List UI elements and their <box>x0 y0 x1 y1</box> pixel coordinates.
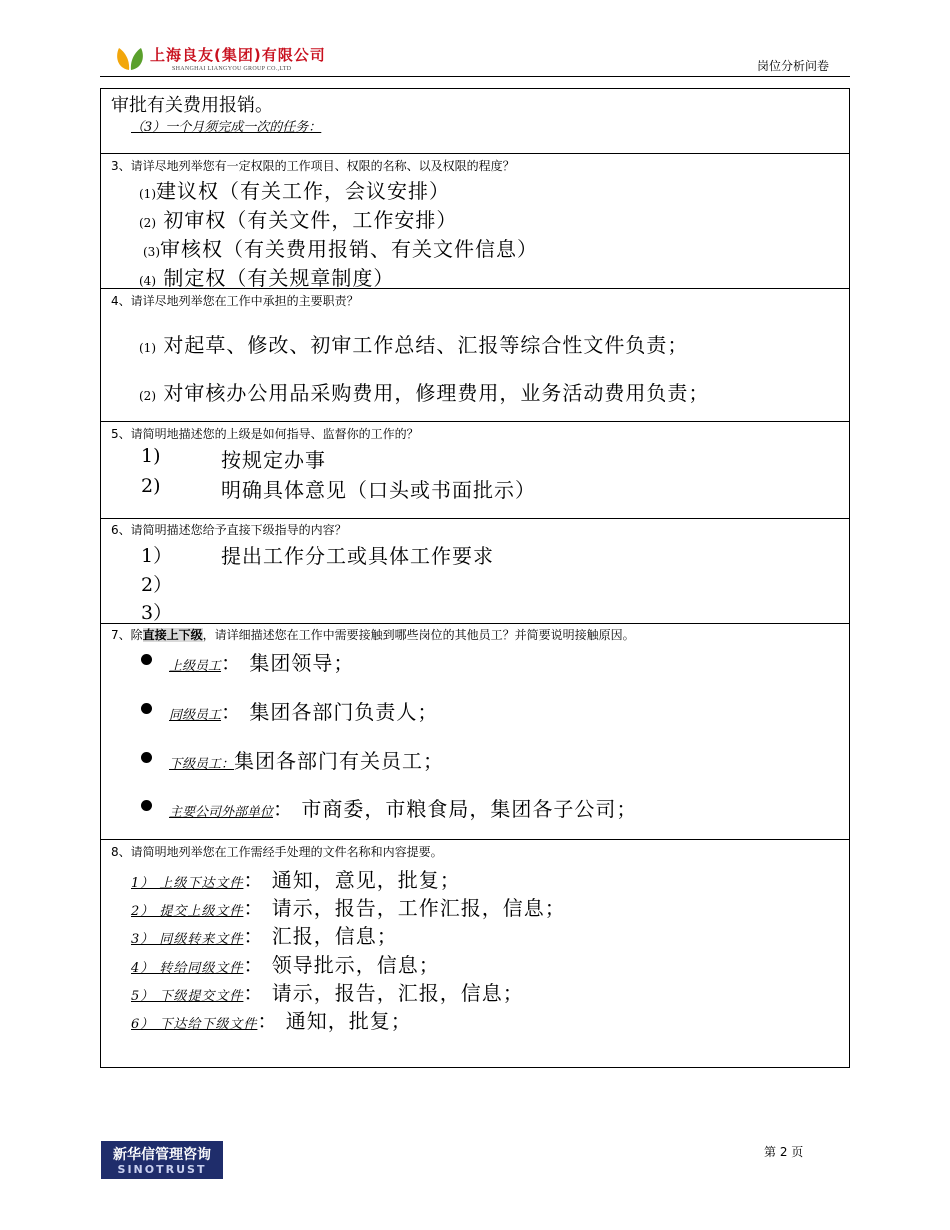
document-item: 5） 下级提交文件： 请示，报告，汇报，信息； <box>131 981 524 1005</box>
list-number: 1） <box>141 545 173 567</box>
sinotrust-logo <box>101 1141 223 1179</box>
list-item: (3)审核权（有关费用报销、有关文件信息） <box>143 237 538 261</box>
list-number: 2) <box>141 475 161 497</box>
document-item: 4） 转给同级文件： 领导批示，信息； <box>131 953 440 977</box>
approval-text: 审批有关费用报销。 <box>111 95 273 116</box>
list-item: 提出工作分工或具体工作要求 <box>221 544 494 568</box>
list-item: (1)建议权（有关工作，会议安排） <box>139 179 450 203</box>
list-item: 按规定办事 <box>221 448 326 472</box>
row-divider <box>101 518 849 519</box>
company-name: 上海良友(集团)有限公司 <box>150 46 326 64</box>
page-number: 第 2 页 <box>764 1145 804 1159</box>
list-number: 1) <box>141 445 161 467</box>
footer-logo-en: SINOTRUST <box>117 1163 207 1176</box>
question-6: 6、请简明描述您给予直接下级指导的内容？ <box>111 523 347 537</box>
bullet-icon <box>141 703 152 714</box>
list-item: (2) 初审权（有关文件，工作安排） <box>139 208 458 232</box>
document-title: 岗位分析问卷 <box>757 59 830 73</box>
question-8: 8、请简明地列举您在工作需经手处理的文件名称和内容提要。 <box>111 845 443 859</box>
highlighted-term: 直接上下级 <box>142 628 203 642</box>
question-3: 3、请详尽地列举您有一定权限的工作项目、权限的名称、以及权限的程度？ <box>111 159 515 173</box>
header-divider <box>100 76 850 77</box>
document-item: 3） 同级转来文件： 汇报，信息； <box>131 924 398 948</box>
list-item: (1) 对起草、修改、初审工作总结、汇报等综合性文件负责； <box>139 333 689 357</box>
contact-item: 同级员工： 集团各部门负责人； <box>169 700 439 724</box>
questionnaire-table <box>100 88 850 1068</box>
question-5: 5、请简明地描述您的上级是如何指导、监督你的工作的？ <box>111 427 419 441</box>
row-divider <box>101 288 849 289</box>
document-item: 1） 上级下达文件： 通知，意见，批复； <box>131 868 461 892</box>
list-number: 3） <box>141 602 173 624</box>
contact-item: 下级员工：集团各部门有关员工； <box>169 749 445 773</box>
bullet-icon <box>141 654 152 665</box>
row-divider <box>101 623 849 624</box>
question-4: 4、请详尽地列举您在工作中承担的主要职责？ <box>111 294 359 308</box>
document-item: 2） 提交上级文件： 请示，报告，工作汇报，信息； <box>131 896 566 920</box>
contact-item: 主要公司外部单位： 市商委，市粮食局，集团各子公司； <box>169 797 638 821</box>
question-7: 7、除直接上下级，请详细描述您在工作中需要接触到哪些岗位的其他员工？并简要说明接触原因。 <box>111 628 635 642</box>
footer-logo-cn: 新华信管理咨询 <box>113 1147 211 1163</box>
list-item: 明确具体意见（口头或书面批示） <box>221 478 536 502</box>
row-divider <box>101 153 849 154</box>
bullet-icon <box>141 752 152 763</box>
list-item: (4) 制定权（有关规章制度） <box>139 266 395 290</box>
list-number: 2） <box>141 574 173 596</box>
row-divider <box>101 839 849 840</box>
row-divider <box>101 421 849 422</box>
monthly-task-label: （3）一个月须完成一次的任务： <box>131 120 322 135</box>
leaf-logo-icon <box>115 44 145 72</box>
contact-item: 上级员工： 集团领导； <box>169 651 355 675</box>
document-item: 6） 下达给下级文件： 通知，批复； <box>131 1009 412 1033</box>
bullet-icon <box>141 800 152 811</box>
list-item: (2) 对审核办公用品采购费用，修理费用，业务活动费用负责； <box>139 381 710 405</box>
company-english-name: SHANGHAI LIANGYOU GROUP CO.,LTD <box>172 66 292 72</box>
